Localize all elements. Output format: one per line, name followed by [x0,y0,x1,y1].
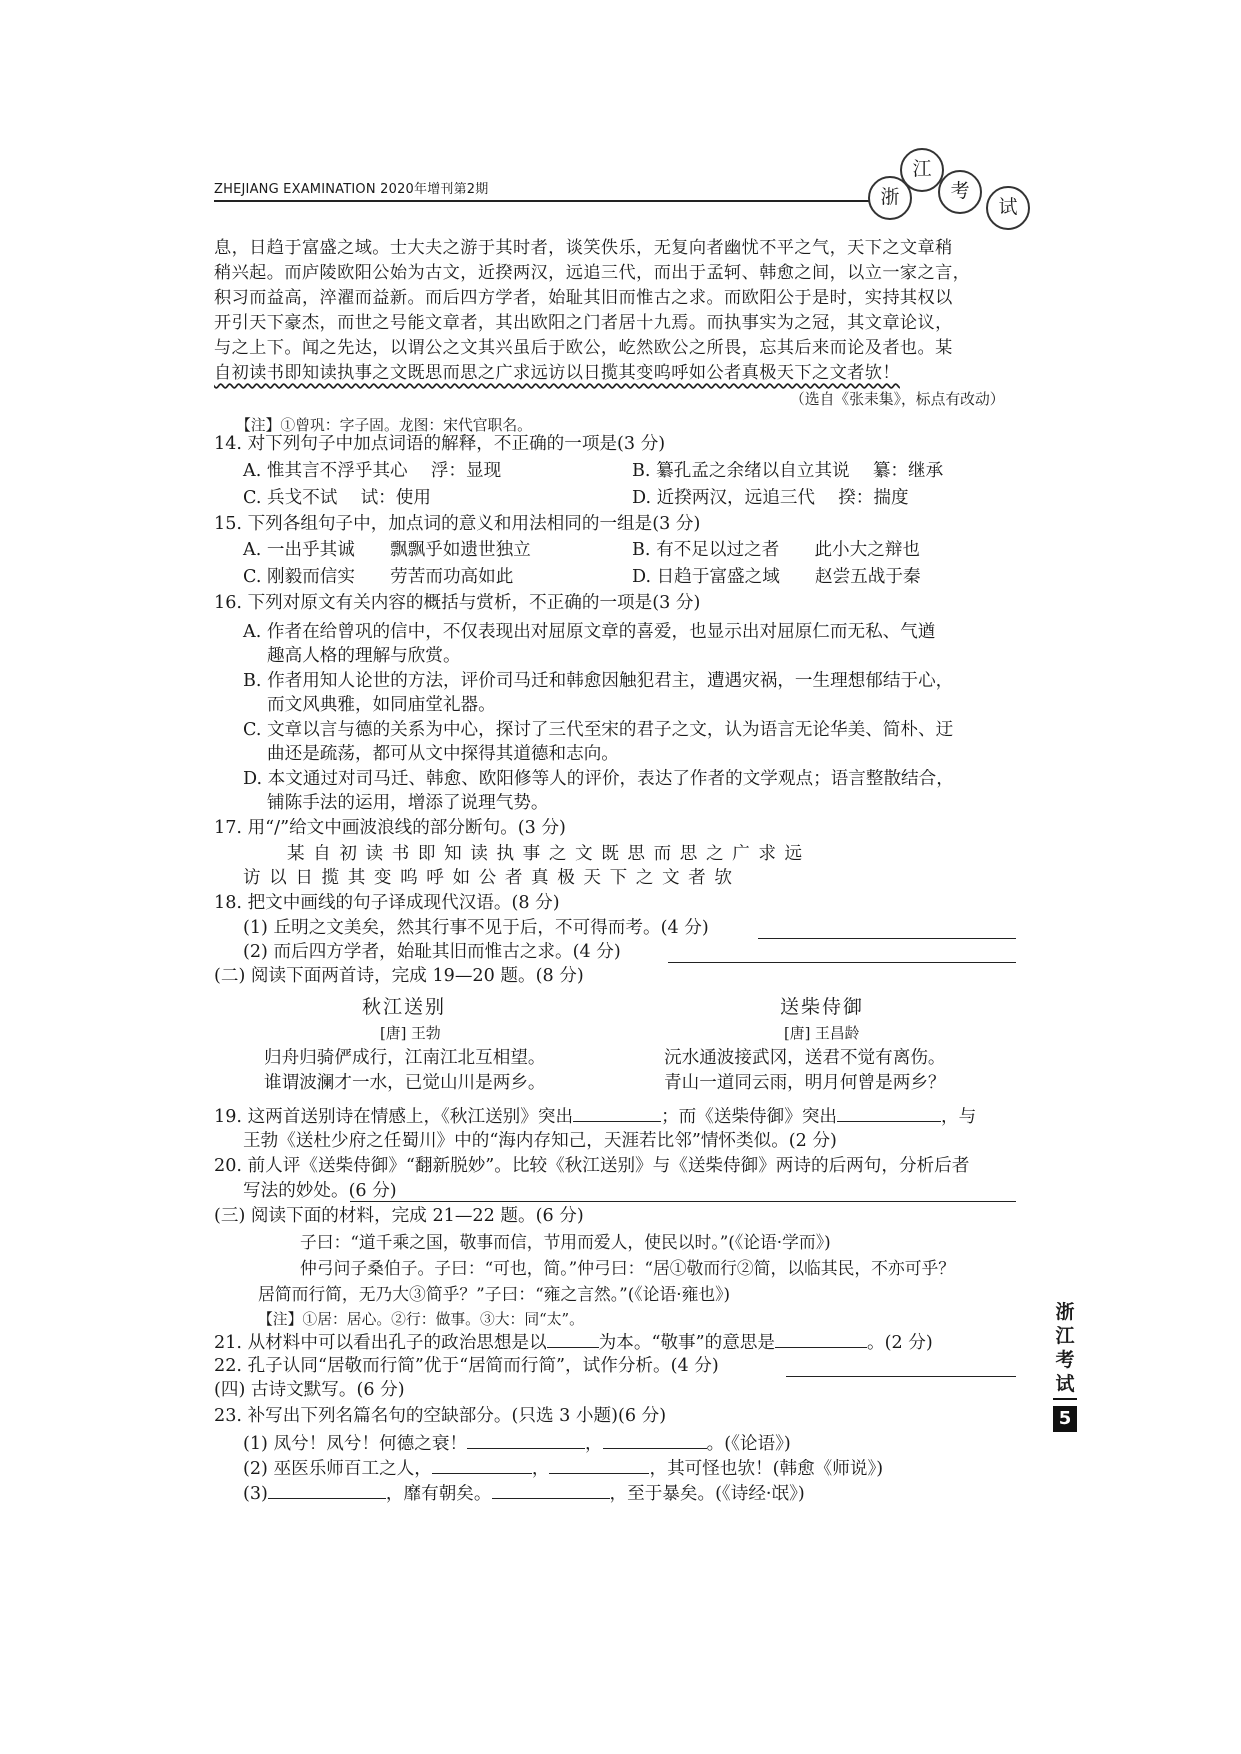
q23-s1-blank-2[interactable] [603,1430,707,1449]
q22-text: 22. 孔子认同“居敬而行简”优于“居简而行简”，试作分析。(4 分) [214,1356,719,1376]
q18-stem: 18. 把文中画线的句子译成现代汉语。(8 分) [214,893,560,913]
q23-sentence-3 [243,1480,805,1506]
q23-s3-source: ，至于暴矣。(《诗经·氓》) [609,1484,805,1504]
q20-line1: 20. 前人评《送柴侍御》“翻新脱妙”。比较《秋江送别》与《送柴侍御》两诗的后两句，分析后者 [214,1156,970,1176]
q16-option-c-line1: C. 文章以言与德的关系为中心，探讨了三代至宋的君子之文，认为语言无论华美、简朴、迂 [243,720,954,740]
side-tab-rule [1053,1398,1077,1400]
q16-stem: 16. 下列对原文有关内容的概括与赏析，不正确的一项是(3 分) [214,593,701,613]
q23-s1-text: (1) 凤兮！凤兮！何德之衰！ [243,1434,468,1454]
side-tab-label: 浙江考试 [1055,1301,1075,1395]
passage-line-5: 与之上下。闻之先达，以谓公之文其兴虽后于欧公，屹然欧公之所畏，忘其后来而论及者也。某 [214,338,953,358]
q21-line [214,1329,933,1355]
q16-option-a-line1: A. 作者在给曾巩的信中，不仅表现出对屈原文章的喜爱，也显示出对屈原仁而无私、气遒 [243,622,936,642]
seal-char-3: 考 [938,170,982,214]
q19-blank-1[interactable] [573,1103,661,1122]
q14-option-d: D. 近揆两汉，远追三代 揆：揣度 [632,488,909,508]
q21-part3: 。(2 分) [867,1333,933,1353]
q14-option-b: B. 纂孔孟之余绪以自立其说 纂：继承 [632,461,944,481]
q23-s2-blank-2[interactable] [549,1455,649,1474]
q23-stem: 23. 补写出下列名篇名句的空缺部分。(只选 3 小题)(6 分) [214,1406,667,1426]
poem1-author: [唐] 王勃 [380,1025,441,1042]
q21-blank-2[interactable] [775,1329,867,1348]
passage-note: 【注】①曾巩：字子固。龙图：宋代官职名。 [236,417,532,434]
q18-sentence-2: (2) 而后四方学者，始耻其旧而惟古之求。(4 分) [243,942,621,962]
q22-answer-line[interactable] [786,1376,1016,1377]
q19-line2: 王勃《送杜少府之任蜀川》中的“海内存知己，天涯若比邻”情怀类似。(2 分) [243,1131,837,1151]
q15-option-a: A. 一出乎其诚 飘飘乎如遗世独立 [243,540,531,560]
q14-option-a: A. 惟其言不浮乎其心 浮：显现 [243,461,502,481]
passage-line-6-wavy: 自初读书即知读执事之文既思而思之广求远访以日揽其变呜呼如公者真极天下之文者欤！ [214,363,900,383]
q16-option-a-line2: 趣高人格的理解与欣赏。 [267,646,461,666]
poem1-line1: 归舟归骑俨成行，江南江北互相望。 [264,1048,546,1068]
seal-char-1: 浙 [868,176,912,220]
q23-sentence-2 [243,1455,883,1481]
section2-heading: (二) 阅读下面两首诗，完成 19—20 题。(8 分) [214,966,584,986]
section3-note: 【注】①居：居心。②行：做事。③大：同“太”。 [258,1311,584,1328]
q21-blank-1[interactable] [547,1329,599,1348]
poem1-title: 秋江送别 [362,996,447,1018]
q23-s3-blank-2[interactable] [492,1480,610,1499]
poem1-line2: 谁谓波澜才一水，已觉山川是两乡。 [264,1073,546,1093]
q23-s2-comma: ， [531,1459,550,1479]
q16-option-b-line1: B. 作者用知人论世的方法，评价司马迁和韩愈因触犯君主，遭遇灾祸，一生理想郁结于心， [243,671,954,691]
section3-material-1: 子曰：“道千乘之国，敬事而信，节用而爱人，使民以时。”(《论语·学而》) [300,1232,831,1252]
q23-s1-comma: ， [585,1434,603,1454]
passage-line-2: 稍兴起。而庐陵欧阳公始为古文，近揆两汉，远追三代，而出于孟轲、韩愈之间，以立一家之言， [214,263,971,283]
header-rule [214,200,882,202]
passage-line-1: 息，日趋于富盛之域。士大夫之游于其时者，谈笑佚乐，无复向者幽忧不平之气，天下之文章稍 [214,238,953,258]
q17-text-line2: 访 以 日 揽 其 变 呜 呼 如 公 者 真 极 天 下 之 文 者 欤 [243,868,734,888]
section3-material-2: 仲弓问子桑伯子。子曰：“可也，简。”仲弓曰：“居①敬而行②简，以临其民，不亦可乎？ [300,1258,956,1278]
journal-header: ZHEJIANG EXAMINATION 2020年增刊第2期 [214,182,489,197]
q20-line2: 写法的妙处。(6 分) [243,1181,397,1201]
q15-stem: 15. 下列各组句子中，加点词的意义和用法相同的一组是(3 分) [214,514,701,534]
q23-s1-source: 。(《论语》) [706,1434,791,1454]
q23-s1-blank-1[interactable] [467,1430,585,1449]
q17-text-line1: 某 自 初 读 书 即 知 读 执 事 之 文 既 思 而 思 之 广 求 远 [287,844,804,864]
q21-part2: 为本。“敬事”的意思是 [598,1333,776,1353]
q23-sentence-1 [243,1430,791,1456]
q18-sentence-1: (1) 丘明之文美矣，然其行事不见于后，不可得而考。(4 分) [243,918,709,938]
q15-option-c: C. 刚毅而信实 劳苦而功高如此 [243,567,514,587]
q19-part3: ，与 [941,1107,977,1127]
q14-stem: 14. 对下列句子中加点词语的解释，不正确的一项是(3 分) [214,434,666,454]
q14-option-c: C. 兵戈不试 试：使用 [243,488,431,508]
passage-line-4: 开引天下豪杰，而世之号能文章者，其出欧阳之门者居十九焉。而执事实为之冠，其文章论议， [214,313,953,333]
passage-line-3: 积习而益高，淬濯而益新。而后四方学者，始耻其旧而惟古之求。而欧阳公于是时，实持其权以 [214,288,953,308]
q19-part1: 19. 这两首送别诗在情感上，《秋江送别》突出 [214,1107,574,1127]
poem2-line2: 青山一道同云雨，明月何曾是两乡？ [664,1073,946,1093]
q21-part1: 21. 从材料中可以看出孔子的政治思想是以 [214,1333,547,1353]
q16-option-d-line2: 铺陈手法的运用，增添了说理气势。 [267,793,549,813]
poem2-title: 送柴侍御 [780,996,865,1018]
q19-part2: ；而《送柴侍御》突出 [661,1107,838,1127]
section3-material-3: 居简而行简，无乃大③简乎？”子曰：“雍之言然。”(《论语·雍也》) [258,1284,731,1304]
page-number: 5 [1053,1406,1077,1432]
q23-s3-label: (3) [243,1484,268,1504]
section4-heading: (四) 古诗文默写。(6 分) [214,1380,405,1400]
seal-char-4: 试 [986,186,1030,230]
poem2-line1: 沅水通波接武冈，送君不觉有离伤。 [664,1048,946,1068]
q20-answer-line[interactable] [350,1201,1016,1202]
q16-option-b-line2: 而文风典雅，如同庙堂礼器。 [267,695,496,715]
q15-option-b: B. 有不足以过之者 此小大之辩也 [632,540,921,560]
q23-s2-source: ，其可怪也欤！(韩愈《师说》) [649,1459,884,1479]
section3-heading: (三) 阅读下面的材料，完成 21—22 题。(6 分) [214,1206,584,1226]
poem2-author: [唐] 王昌龄 [784,1025,860,1042]
q18-answer-line-1[interactable] [758,938,1016,939]
q19-line1 [214,1103,976,1129]
seal-char-2: 江 [900,148,944,192]
q16-option-c-line2: 曲还是疏荡，都可从文中探得其道德和志向。 [267,744,619,764]
q15-option-d: D. 日趋于富盛之域 赵尝五战于秦 [632,567,921,587]
q23-s2-text: (2) 巫医乐师百工之人， [243,1459,432,1479]
q18-answer-line-2[interactable] [668,962,1016,963]
q19-blank-2[interactable] [837,1103,941,1122]
q16-option-d-line1: D. 本文通过对司马迁、韩愈、欧阳修等人的评价，表达了作者的文学观点；语言整散结合， [243,769,954,789]
q23-s3-text: ，靡有朝矣。 [385,1484,492,1504]
passage-source: （选自《张耒集》，标点有改动） [790,391,1005,408]
q17-stem: 17. 用“/”给文中画波浪线的部分断句。(3 分) [214,818,566,838]
q23-s2-blank-1[interactable] [432,1455,532,1474]
q23-s3-blank-1[interactable] [268,1480,386,1499]
